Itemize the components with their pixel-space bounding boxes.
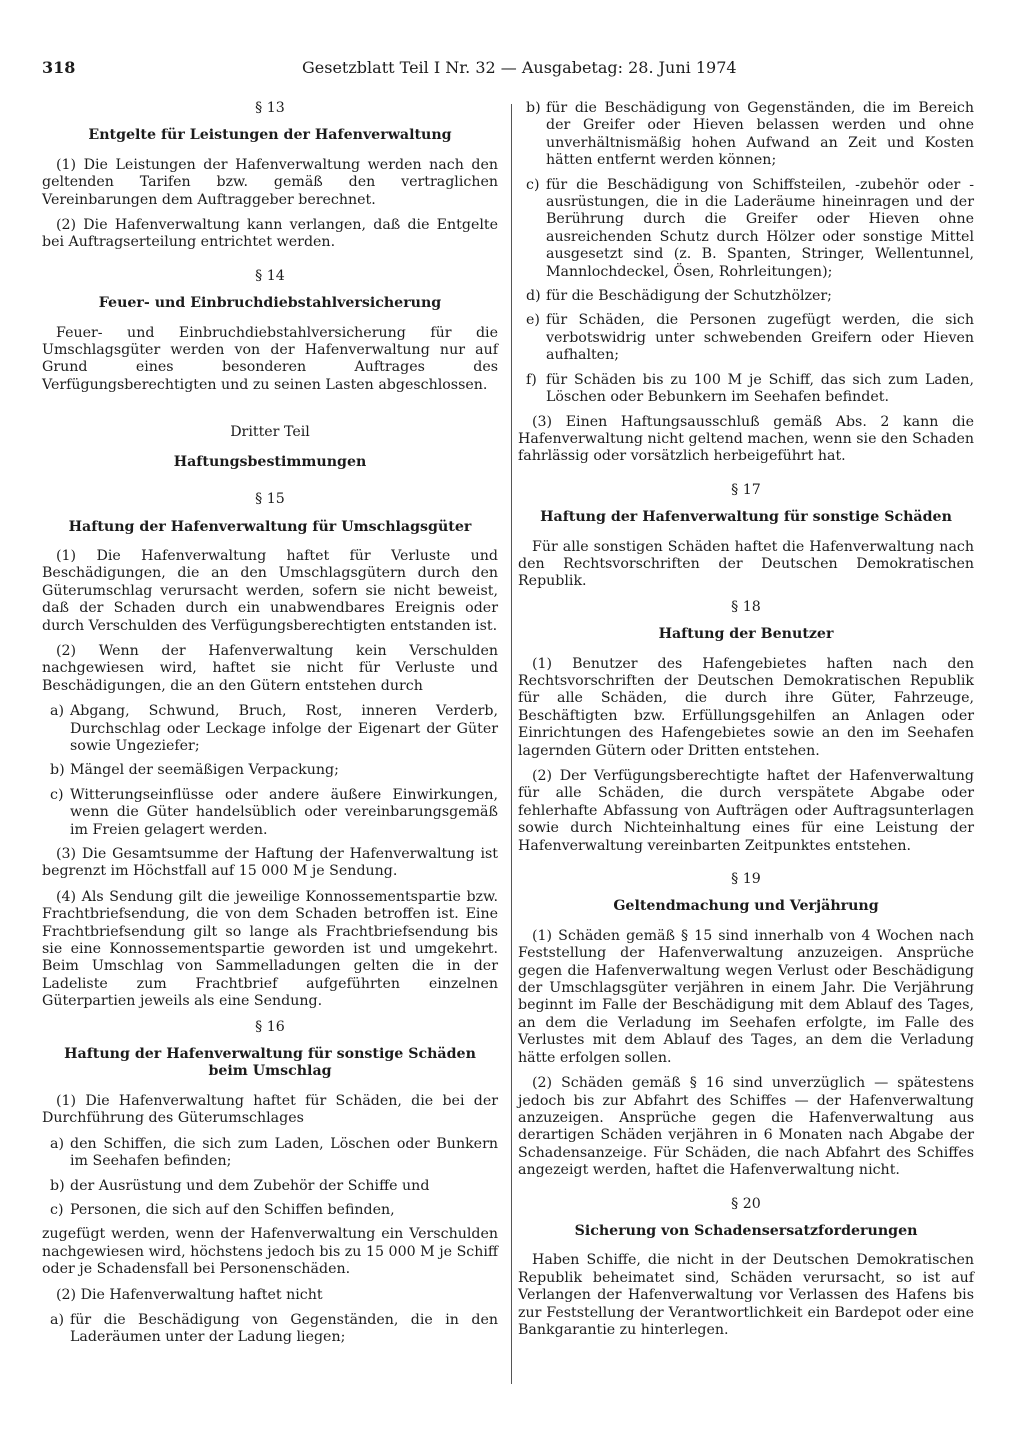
section-14-paragraph-1: Feuer- und Einbruchdiebstahlversicherung für die Umschlagsgüter werden von der Hafenverwaltung nur auf Grund eines besonderen Auftrages des Verfügungsberechtigten und zu seinen Lasten abgeschlossen. [42,324,498,393]
item-text: für die Beschädigung von Gegenständen, die in den Laderäumen unter der Ladung liegen; [70,1311,498,1346]
section-13-paragraph-1: (1) Die Leistungen der Hafenverwaltung werden nach den geltenden Tarifen bzw. gemäß den vertraglichen Vereinbarungen dem Auftraggeber berechnet. [42,156,498,208]
item-text: für die Beschädigung von Gegenständen, die im Bereich der Greifer oder Hieven belassen werden und ohne unverhältnismäßig hohen Aufwand an Zeit und Kosten hätten entfernt werden können; [546,100,974,169]
section-13-paragraph-2: (2) Die Hafenverwaltung kann verlangen, daß die Entgelte bei Auftragserteilung entrichtet werden. [42,217,498,251]
section-18-mark: § 18 [731,598,761,615]
section-13-mark: § 13 [255,100,285,116]
section-20-paragraph-1: Haben Schiffe, die nicht in der Deutschen Demokratischen Republik beheimatet sind, Schäden verursacht, so ist auf Verlangen der Hafenverwaltung vor Verlassen des Hafens bis zur Feststellung der Verantwortlichkeit ein Bardepot oder eine Bankgarantie zu hinterlegen. [518,1252,974,1338]
item-label: a) [50,1311,64,1328]
item-label: e) [526,312,540,329]
item-text: für die Beschädigung von Schiffsteilen, -zubehör oder -ausrüstungen, die in die Laderäume hineinragen und der Berührung durch die Greifer oder Hieven ohne ausreichenden Schutz durch Hölzer oder sonstige Mittel ausgesetzt sind (z. B. Spanten, Stringer, Wellentunnel, Mannlochdeckel, Ösen, Rohrleitungen); [546,176,974,280]
item-label: f) [526,371,537,388]
section-16-heading: Haftung der Hafenverwaltung für sonstige Schäden beim Umschlag [64,1046,476,1080]
section-16-2-item-b [526,100,974,170]
item-label: b) [526,100,541,116]
item-label: c) [526,176,540,193]
section-16-2-item-c [526,177,974,281]
section-16-2-item-e [526,312,974,364]
section-16-mark: § 16 [255,1018,285,1035]
item-text: Personen, die sich auf den Schiffen befinden, [70,1201,395,1218]
section-16-paragraph-3: (3) Einen Haftungsausschluß gemäß Abs. 2 kann die Hafenverwaltung nicht geltend machen, wenn sie den Schaden fahrlässig oder vorsätzlich herbeigeführt hat. [518,413,974,465]
section-16-item-c [50,1202,498,1219]
column-divider [511,104,512,1384]
section-17-mark: § 17 [731,481,761,498]
section-19-heading: Geltendmachung und Verjährung [613,898,879,915]
section-18-paragraph-1: (1) Benutzer des Hafengebietes haften nach den Rechtsvorschriften der Deutschen Demokratischen Republik für alle Schäden, die durch ihre Güter, Fahrzeuge, Beschäftigten bzw. Erfüllungsgehilfen an Anlagen oder Einrichtungen des Hafengebietes sowie an den im Seehafen lagernden Gütern oder Dritten entstehen. [518,655,974,759]
right-column [518,100,974,1347]
item-label: a) [50,1135,64,1152]
section-15-paragraph-4: (4) Als Sendung gilt die jeweilige Konnossementspartie bzw. Frachtbriefsendung, die von dem Schaden betroffen ist. Eine Frachtbriefsendung gilt so lange als Frachtbriefsendung bis sie eine Konnossementspartie geworden ist und umgekehrt. Beim Umschlag von Sammelladungen gelten die in der Ladeliste zum Frachtbrief aufgeführten einzelnen Güterpartien jeweils als eine Sendung. [42,888,498,1010]
section-13-heading: Entgelte für Leistungen der Hafenverwaltung [88,127,452,144]
section-16-paragraph-1-continued: zugefügt werden, wenn der Hafenverwaltung ein Verschulden nachgewiesen wird, höchstens jedoch bis zu 15 000 M je Schiff oder je Schadensfall bei Personenschäden. [42,1226,498,1278]
section-16-paragraph-1: (1) Die Hafenverwaltung haftet für Schäden, die bei der Durchführung des Güterumschlages [42,1092,498,1127]
item-text: den Schiffen, die sich zum Laden, Löschen oder Bunkern im Seehafen befinden; [70,1135,498,1170]
section-16-item-b [50,1178,498,1195]
page-header [42,58,982,82]
section-15-mark: § 15 [255,491,285,508]
section-15-item-a [50,703,498,755]
section-18-heading: Haftung der Benutzer [658,626,834,643]
item-label: b) [50,1177,65,1194]
item-text: Mängel der seemäßigen Verpackung; [70,762,339,779]
item-label: a) [50,703,64,720]
section-15-paragraph-3: (3) Die Gesamtsumme der Haftung der Hafenverwaltung ist begrenzt im Höchstfall auf 15 000 M je Sendung. [42,846,498,880]
section-19-paragraph-1: (1) Schäden gemäß § 15 sind innerhalb von 4 Wochen nach Feststellung der Hafenverwaltung anzuzeigen. Ansprüche gegen die Hafenverwaltung wegen Verlust oder Beschädigung der Umschlagsgüter verjähren in einem Jahr. Die Verjährung beginnt im Falle der Beschädigung mit dem Ablauf des Tages, an dem die Verladung im Seehafen erfolgte, im Falle des Verlustes mit dem Ablauf des Tages, an dem die Verladung hätte erfolgen sollen. [518,927,974,1066]
part-heading: Haftungsbestimmungen [173,453,367,470]
item-text: für die Beschädigung der Schutzhölzer; [546,288,832,305]
section-18-paragraph-2: (2) Der Verfügungsberechtigte haftet der Hafenverwaltung für alle Schäden, die durch verspätete Abgabe oder fehlerhafte Abfassung von Aufträgen oder Auftragsunterlagen sowie durch Nichteinhaltung eines für eine Leistung der Hafenverwaltung vereinbarten Zeitpunktes entstehen. [518,768,974,854]
section-14-heading: Feuer- und Einbruchdiebstahlversicherung [98,295,442,312]
item-text: Abgang, Schwund, Bruch, Rost, inneren Verderb, Durchschlag oder Leckage infolge der Eigenart der Güter sowie Ungeziefer; [70,703,498,754]
section-16-paragraph-2: (2) Die Hafenverwaltung haftet nicht [56,1286,323,1303]
item-text: der Ausrüstung und dem Zubehör der Schiffe und [70,1177,430,1194]
section-15-item-c [50,787,498,839]
item-label: c) [50,786,64,803]
section-16-2-item-a [50,1312,498,1347]
section-16-item-a [50,1136,498,1171]
section-15-heading: Haftung der Hafenverwaltung für Umschlagsgüter [68,518,472,535]
running-title: Gesetzblatt Teil I Nr. 32 — Ausgabetag: 28. Juni 1974 [302,58,737,77]
item-label: d) [526,288,541,305]
part-title: Dritter Teil [230,424,310,441]
section-17-heading: Haftung der Hafenverwaltung für sonstige Schäden [540,509,952,526]
section-16-2-item-d [526,288,974,305]
item-label: b) [50,762,65,779]
section-15-paragraph-1: (1) Die Hafenverwaltung haftet für Verluste und Beschädigungen, die an den Umschlagsgütern durch den Güterumschlag verursacht werden, sofern sie nicht beweist, daß der Schaden durch ein unabwendbares Ereignis oder durch Verschulden des Verfügungsberechtigten entstanden ist. [42,547,498,634]
section-20-mark: § 20 [731,1195,761,1212]
section-15-paragraph-2: (2) Wenn der Hafenverwaltung kein Verschulden nachgewiesen wird, haftet sie nicht für Verluste und Beschädigungen, die an den Gütern entstehen durch [42,642,498,694]
page-number: 318 [42,58,76,77]
section-20-heading: Sicherung von Schadensersatzforderungen [574,1222,918,1239]
section-19-mark: § 19 [731,871,761,888]
item-label: c) [50,1201,64,1218]
section-15-item-b [50,762,498,779]
left-column [42,100,498,1354]
section-14-mark: § 14 [255,267,285,284]
section-16-2-item-f [526,372,974,407]
item-text: für Schäden, die Personen zugefügt werden, die sich verbotswidrig unter schwebenden Greifern oder Hieven aufhalten; [546,312,974,364]
item-text: für Schäden bis zu 100 M je Schiff, das sich zum Laden, Löschen oder Bebunkern im Seehafen befindet. [546,371,974,406]
section-17-paragraph-1: Für alle sonstigen Schäden haftet die Hafenverwaltung nach den Rechtsvorschriften der Deutschen Demokratischen Republik. [518,538,974,590]
item-text: Witterungseinflüsse oder andere äußere Einwirkungen, wenn die Güter handelsüblich oder vereinbarungsgemäß im Freien gelagert werden. [70,786,498,838]
section-19-paragraph-2: (2) Schäden gemäß § 16 sind unverzüglich — spätestens jedoch bis zur Abfahrt des Schiffes — der Hafenverwaltung anzuzeigen. Ansprüche gegen die Hafenverwaltung aus derartigen Schäden verjähren in 6 Monaten nach Abgabe der Schadensanzeige. Für Schäden, die nach Abfahrt des Schiffes angezeigt werden, haftet die Hafenverwaltung nicht. [518,1075,974,1179]
